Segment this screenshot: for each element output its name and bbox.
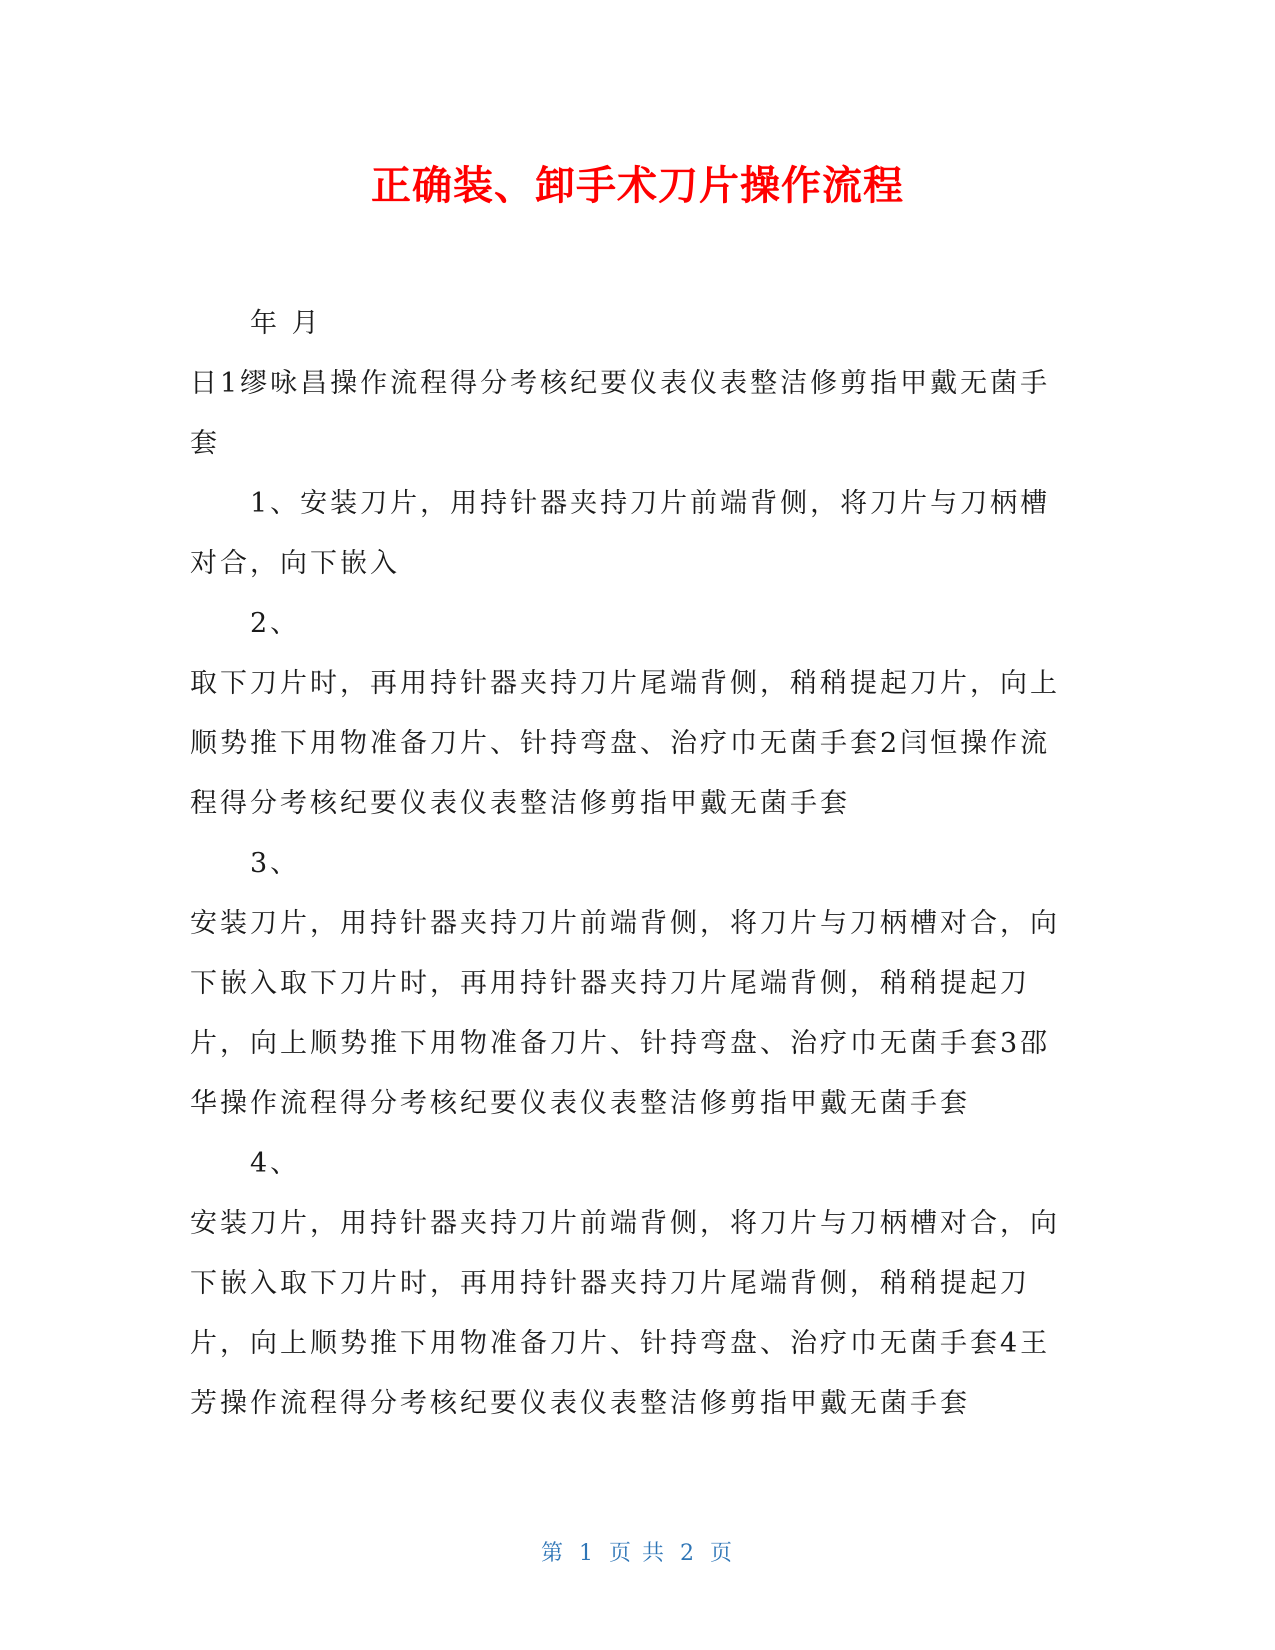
item-number-2: 2、 bbox=[250, 608, 301, 639]
item-number-3: 3、 bbox=[250, 848, 301, 879]
item-number-4: 4、 bbox=[250, 1148, 301, 1179]
footer-suffix: 页 bbox=[710, 1541, 735, 1566]
paragraph-1: 日1缪咏昌操作流程得分考核纪要仪表仪表整洁修剪指甲戴无菌手套 bbox=[190, 368, 1051, 459]
document-body bbox=[190, 294, 1080, 1434]
paragraph-3: 取下刀片时，再用持针器夹持刀片尾端背侧，稍稍提起刀片，向上顺势推下用物准备刀片、针持弯盘、治疗巾无菌手套2闫恒操作流程得分考核纪要仪表仪表整洁修剪指甲戴无菌手套 bbox=[190, 668, 1060, 819]
page-footer bbox=[0, 1540, 1275, 1568]
footer-middle: 页 共 bbox=[609, 1541, 666, 1566]
paragraph-2: 1、安装刀片，用持针器夹持刀片前端背侧，将刀片与刀柄槽对合，向下嵌入 bbox=[190, 488, 1051, 579]
document-title: 正确装、卸手术刀片操作流程 bbox=[371, 163, 904, 209]
footer-current-page: 1 bbox=[579, 1541, 595, 1566]
footer-prefix: 第 bbox=[540, 1541, 565, 1566]
paragraph-5: 安装刀片，用持针器夹持刀片前端背侧，将刀片与刀柄槽对合，向下嵌入取下刀片时，再用持针器夹持刀片尾端背侧，稍稍提起刀片，向上顺势推下用物准备刀片、针持弯盘、治疗巾无菌手套4王芳操作流程得分考核纪要仪表仪表整洁修剪指甲戴无菌手套 bbox=[190, 1208, 1060, 1419]
footer-total-pages: 2 bbox=[680, 1541, 696, 1566]
paragraph-4: 安装刀片，用持针器夹持刀片前端背侧，将刀片与刀柄槽对合，向下嵌入取下刀片时，再用持针器夹持刀片尾端背侧，稍稍提起刀片，向上顺势推下用物准备刀片、针持弯盘、治疗巾无菌手套3邵华操作流程得分考核纪要仪表仪表整洁修剪指甲戴无菌手套 bbox=[190, 908, 1060, 1119]
date-line: 年 月 bbox=[250, 308, 322, 339]
